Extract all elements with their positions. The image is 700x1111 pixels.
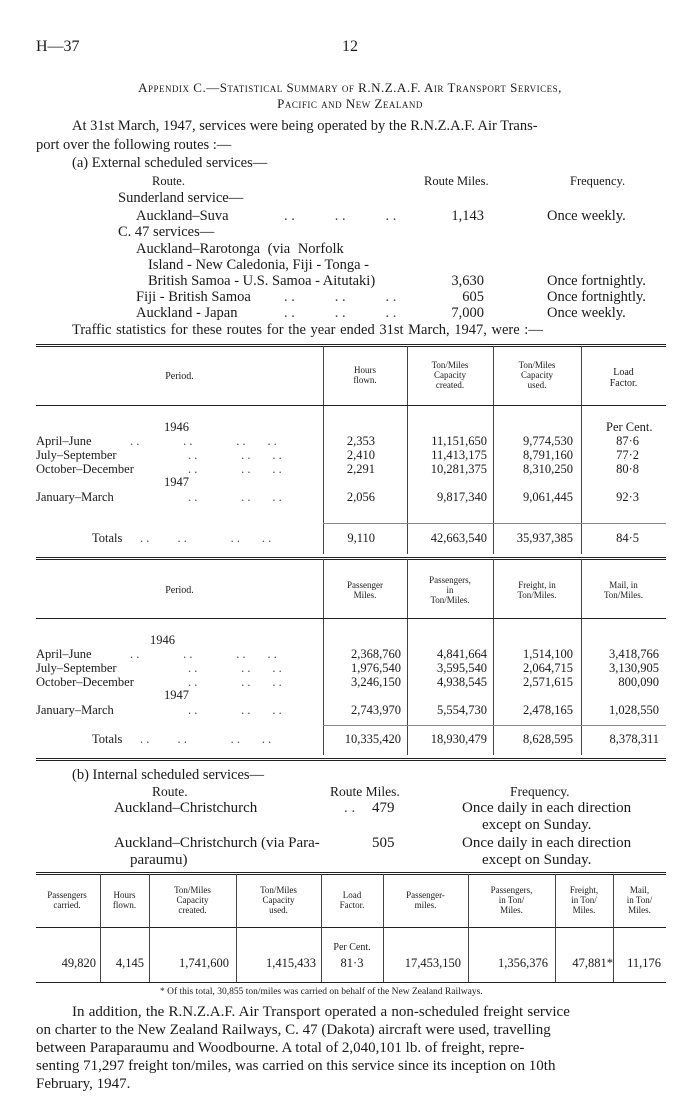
closing-line-2: on charter to the New Zealand Railways, C. 47 (Dakota) aircraft were used, travelling [36, 1022, 551, 1038]
t1-year-1947: 1947 [164, 475, 189, 489]
t2-header-pton-3: Ton/Miles. [430, 595, 470, 605]
t2-row3-freight: 2,571,615 [523, 675, 573, 689]
t2-row1-mail: 3,418,766 [609, 647, 659, 661]
page-number: 12 [342, 38, 358, 55]
t1-row3-hours: 2,291 [346, 462, 375, 476]
t2-header-mail-1: Mail, in [609, 580, 638, 590]
t3-h-mail-2: in Ton/ [626, 895, 653, 905]
t1-header-used-1: Ton/Miles [518, 360, 556, 370]
external-col-miles: Route Miles. [424, 174, 489, 188]
route-auckland-japan: Auckland - Japan [136, 305, 238, 321]
internal-freq-2-line1: Once daily in each direction [462, 835, 632, 851]
internal-miles-2: 505 [372, 835, 395, 851]
internal-freq-1-line1: Once daily in each direction [462, 800, 632, 816]
route-rarotonga-line2: Island - New Caledonia, Fiji - Tonga - [148, 257, 370, 273]
t1-total-cap: 42,663,540 [430, 531, 487, 545]
t1-row4-used: 9,061,445 [523, 490, 573, 504]
t2-row3-period: October–December [36, 675, 134, 689]
t2-year-1946: 1946 [150, 633, 175, 647]
internal-miles-1: 479 [372, 800, 395, 816]
t3-h-used-1: Ton/Miles [260, 885, 297, 895]
t1-header-load-1: Load [613, 367, 634, 378]
t3-h-cap-2: Capacity [176, 895, 209, 905]
t2-row2-mail: 3,130,905 [609, 661, 659, 675]
internal-heading: (b) Internal scheduled services— [72, 767, 265, 783]
closing-line-5: February, 1947. [36, 1076, 131, 1092]
t2-header-period: Period. [165, 585, 194, 596]
internal-route-2-line2: paraumu) [130, 852, 188, 868]
route-fiji-samoa: Fiji - British Samoa [136, 289, 251, 305]
t2-header-freight-1: Freight, in [518, 580, 556, 590]
t1-header-cap-1: Ton/Miles [431, 360, 469, 370]
internal-route-1: Auckland–Christchurch [114, 800, 258, 816]
t2-row2-pmiles: 1,976,540 [351, 661, 401, 675]
t1-header-hours-1: Hours [354, 365, 376, 375]
t2-header-pton-2: in [446, 585, 454, 595]
internal-freq-2-line2: except on Sunday. [482, 852, 592, 868]
t2-header-pton-1: Passengers, [429, 575, 471, 585]
t2-total-pmiles: 10,335,420 [344, 732, 401, 746]
t1-row3-load: 80·8 [616, 462, 639, 476]
t3-cap-value: 1,741,600 [179, 956, 229, 970]
t3-h-load-2: Factor. [339, 900, 365, 910]
t3-pmiles-value: 17,453,150 [404, 956, 461, 970]
t3-percent-label: Per Cent. [333, 942, 371, 953]
t3-used-value: 1,415,433 [266, 956, 316, 970]
external-heading: (a) External scheduled services— [72, 155, 268, 171]
document-code: H—37 [36, 38, 80, 55]
t3-h-freight-1: Freight, [569, 885, 599, 895]
t2-total-freight: 8,628,595 [523, 732, 573, 746]
t2-header-pmiles-2: Miles. [353, 590, 377, 600]
t1-row4-load: 92·3 [616, 490, 639, 504]
miles-rarotonga: 3,630 [451, 273, 484, 289]
t2-row4-pton: 5,554,730 [437, 703, 487, 717]
t1-row2-hours: 2,410 [346, 448, 375, 462]
internal-col-miles: Route Miles. [330, 784, 400, 799]
t2-header-pmiles-1: Passenger [347, 580, 383, 590]
freq-rarotonga: Once fortnightly. [547, 273, 646, 289]
t1-total-used: 35,937,385 [516, 531, 573, 545]
freq-auckland-suva: Once weekly. [547, 208, 626, 224]
intro-line-2: port over the following routes :— [36, 137, 232, 153]
t3-h-passengers-2: carried. [53, 900, 81, 910]
route-rarotonga-line1: Auckland–Rarotonga (via Norfolk [136, 241, 344, 257]
t3-h-pton-2: in Ton/ [498, 895, 525, 905]
external-col-frequency: Frequency. [570, 174, 626, 188]
t2-totals-label: Totals [92, 732, 123, 746]
t1-header-hours-2: flown. [353, 375, 377, 385]
c47-label: C. 47 services— [118, 224, 215, 240]
t3-h-pton-1: Passengers, [490, 885, 533, 895]
t3-h-mail-1: Mail, [629, 885, 650, 895]
t1-totals-label: Totals [92, 531, 123, 545]
t3-freight-value: 47,881* [572, 956, 613, 970]
t1-row1-cap: 11,151,650 [431, 434, 487, 448]
miles-auckland-suva: 1,143 [451, 208, 484, 224]
t3-h-hours-2: flown. [112, 900, 137, 910]
t3-h-used-3: used. [269, 905, 288, 915]
t3-h-pmiles-1: Passenger- [406, 890, 445, 900]
t3-load-value: 81·3 [340, 956, 364, 970]
freq-fiji-samoa: Once fortnightly. [547, 289, 646, 305]
miles-auckland-japan: 7,000 [451, 305, 484, 321]
t3-h-cap-3: created. [178, 905, 207, 915]
t3-h-used-2: Capacity [262, 895, 295, 905]
t3-hours-value: 4,145 [115, 956, 144, 970]
t3-h-pton-3: Miles. [500, 905, 523, 915]
t1-row1-used: 9,774,530 [523, 434, 573, 448]
t1-header-cap-2: Capacity [434, 370, 466, 380]
t2-row3-mail: 800,090 [618, 675, 659, 689]
t3-mail-value: 11,176 [627, 956, 661, 970]
t1-row2-period: July–September [36, 448, 117, 462]
t1-total-load: 84·5 [616, 531, 639, 545]
internal-col-frequency: Frequency. [510, 784, 570, 799]
t3-pton-value: 1,356,376 [498, 956, 548, 970]
t2-header-freight-2: Ton/Miles. [517, 590, 557, 600]
closing-line-3: between Paraparaumu and Woodbourne. A total of 2,040,101 lb. of freight, repre- [36, 1040, 525, 1056]
t1-row1-period: April–June [36, 434, 92, 448]
t1-header-cap-3: created. [435, 380, 465, 390]
t2-row4-freight: 2,478,165 [523, 703, 573, 717]
internal-freq-1-line2: except on Sunday. [482, 817, 592, 833]
t1-row1-load: 87·6 [616, 434, 639, 448]
appendix-title: Appendix C.—Statistical Summary of R.N.Z.A.F. Air Transport Services, [138, 80, 562, 95]
t3-h-load-1: Load [342, 890, 362, 900]
internal-col-route: Route. [152, 784, 188, 799]
closing-line-4: senting 71,297 freight ton/miles, was carried on this service since its inception on 10th [36, 1058, 556, 1074]
t2-row4-mail: 1,028,550 [609, 703, 659, 717]
t2-header-mail-2: Ton/Miles. [603, 590, 644, 600]
external-col-route: Route. [152, 174, 185, 188]
t1-row1-hours: 2,353 [346, 434, 375, 448]
t1-header-used-2: Capacity [521, 370, 553, 380]
closing-line-1: In addition, the R.N.Z.A.F. Air Transport operated a non-scheduled freight service [72, 1004, 570, 1020]
t2-row3-pmiles: 3,246,150 [351, 675, 401, 689]
t2-row1-pmiles: 2,368,760 [351, 647, 401, 661]
traffic-intro: Traffic statistics for these routes for the year ended 31st March, 1947, were :— [72, 322, 543, 338]
t1-percent-label: Per Cent. [606, 420, 653, 434]
t1-header-period: Period. [165, 371, 194, 382]
t3-h-hours-1: Hours [113, 890, 136, 900]
t3-h-passengers-1: Passengers [47, 890, 87, 900]
freq-auckland-japan: Once weekly. [547, 305, 626, 321]
t1-row3-period: October–December [36, 462, 134, 476]
t2-row1-period: April–June [36, 647, 92, 661]
t1-header-load-2: Factor. [609, 378, 638, 389]
t3-h-mail-3: Miles. [628, 905, 651, 915]
t1-row2-load: 77·2 [616, 448, 639, 462]
t3-h-freight-2: in Ton/ [571, 895, 597, 905]
intro-line-1: At 31st March, 1947, services were being operated by the R.N.Z.A.F. Air Trans- [72, 118, 538, 134]
t3-h-cap-1: Ton/Miles [174, 885, 211, 895]
t3-h-pmiles-2: miles. [414, 900, 437, 910]
t2-row2-freight: 2,064,715 [523, 661, 573, 675]
t2-year-1947: 1947 [164, 688, 189, 702]
t3-h-freight-3: Miles. [572, 905, 596, 915]
t1-row4-period: January–March [36, 490, 114, 504]
t2-row1-pton: 4,841,664 [437, 647, 487, 661]
t1-row3-cap: 10,281,375 [430, 462, 487, 476]
t1-row2-used: 8,791,160 [523, 448, 573, 462]
t2-row1-freight: 1,514,100 [523, 647, 573, 661]
t1-row4-hours: 2,056 [346, 490, 375, 504]
t2-row3-pton: 4,938,545 [437, 675, 487, 689]
sunderland-label: Sunderland service— [118, 190, 244, 206]
route-rarotonga-line3: British Samoa - U.S. Samoa - Aitutaki) [148, 273, 376, 289]
internal-route-2-line1: Auckland–Christchurch (via Para- [114, 835, 320, 851]
miles-fiji-samoa: 605 [462, 289, 484, 305]
t1-row4-cap: 9,817,340 [437, 490, 487, 504]
footnote: * Of this total, 30,855 ton/miles was carried on behalf of the New Zealand Railways. [160, 987, 483, 997]
t1-total-hours: 9,110 [347, 531, 375, 545]
t1-year-1946: 1946 [164, 420, 189, 434]
t2-row2-pton: 3,595,540 [437, 661, 487, 675]
t2-row4-pmiles: 2,743,970 [351, 703, 401, 717]
route-auckland-suva: Auckland–Suva [136, 208, 229, 224]
t2-total-pton: 18,930,479 [430, 732, 487, 746]
appendix-subtitle: Pacific and New Zealand [277, 96, 423, 111]
t1-row2-cap: 11,413,175 [431, 448, 487, 462]
t2-total-mail: 8,378,311 [609, 732, 659, 746]
t1-row3-used: 8,310,250 [523, 462, 573, 476]
t1-header-used-3: used. [527, 380, 547, 390]
t2-row4-period: January–March [36, 703, 114, 717]
t2-row2-period: July–September [36, 661, 117, 675]
t3-passengers-value: 49,820 [61, 956, 96, 970]
